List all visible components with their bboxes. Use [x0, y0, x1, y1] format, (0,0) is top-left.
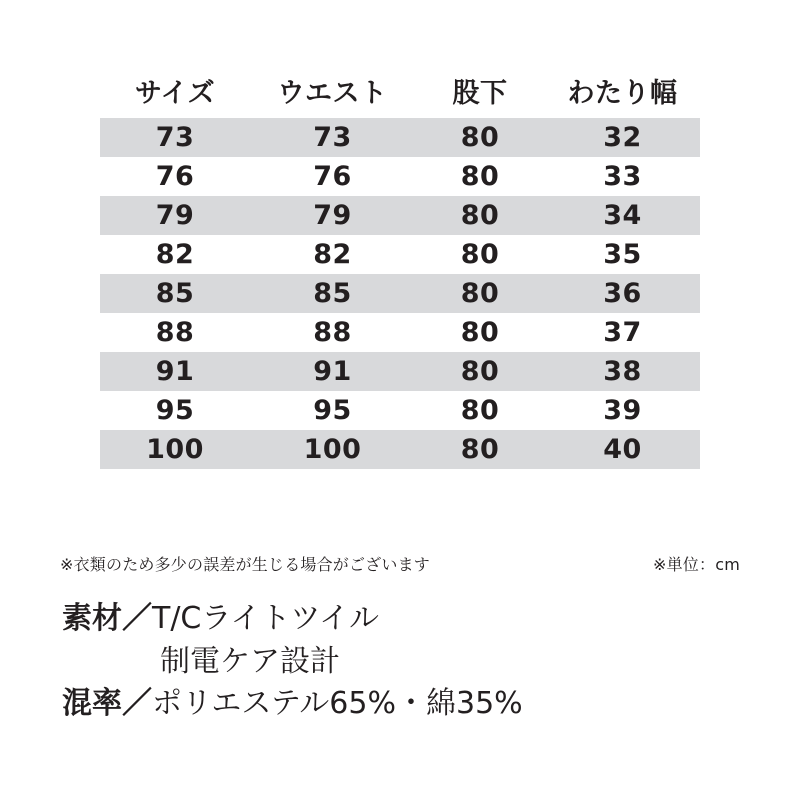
- note-tolerance: ※衣類のため多少の誤差が生じる場合がございます: [60, 555, 431, 574]
- cell-waist: 73: [250, 118, 415, 157]
- column-header-waist: ウエスト: [277, 77, 388, 109]
- material-line-fabric: [62, 598, 762, 641]
- cell-inseam: 80: [415, 196, 545, 235]
- notes-row: [60, 552, 740, 575]
- cell-waist: 88: [250, 313, 415, 352]
- composition-value: ポリエステル65%・綿35%: [152, 686, 523, 722]
- cell-thigh-width: 39: [545, 391, 700, 430]
- cell-size: 91: [100, 352, 250, 391]
- cell-inseam: 80: [415, 157, 545, 196]
- cell-size: 79: [100, 196, 250, 235]
- table-row: [100, 391, 700, 430]
- column-header-thigh-width: わたり幅: [567, 77, 678, 109]
- table-row: [100, 352, 700, 391]
- size-table: [100, 62, 700, 469]
- cell-thigh-width: 35: [545, 235, 700, 274]
- table-row: [100, 430, 700, 469]
- material-block: [62, 598, 762, 726]
- table-row: [100, 235, 700, 274]
- cell-waist: 91: [250, 352, 415, 391]
- cell-waist: 79: [250, 196, 415, 235]
- cell-waist: 85: [250, 274, 415, 313]
- table-header-row: [100, 62, 700, 118]
- cell-size: 100: [100, 430, 250, 469]
- cell-thigh-width: 40: [545, 430, 700, 469]
- cell-waist: 95: [250, 391, 415, 430]
- cell-thigh-width: 32: [545, 118, 700, 157]
- cell-inseam: 80: [415, 274, 545, 313]
- cell-size: 73: [100, 118, 250, 157]
- cell-size: 76: [100, 157, 250, 196]
- cell-waist: 76: [250, 157, 415, 196]
- cell-thigh-width: 36: [545, 274, 700, 313]
- cell-waist: 82: [250, 235, 415, 274]
- table-row: [100, 157, 700, 196]
- composition-label: 混率／: [62, 686, 152, 722]
- table-row: [100, 274, 700, 313]
- column-header-size: サイズ: [134, 77, 216, 109]
- size-table-body: [100, 118, 700, 469]
- cell-thigh-width: 38: [545, 352, 700, 391]
- cell-size: 85: [100, 274, 250, 313]
- material-value: T/Cライトツイル: [152, 601, 379, 636]
- table-row: [100, 196, 700, 235]
- material-line-antistatic: 制電ケア設計: [160, 643, 340, 679]
- table-row: [100, 118, 700, 157]
- cell-thigh-width: 33: [545, 157, 700, 196]
- cell-inseam: 80: [415, 118, 545, 157]
- cell-inseam: 80: [415, 352, 545, 391]
- note-unit: ※単位：cm: [653, 555, 740, 574]
- table-row: [100, 313, 700, 352]
- cell-size: 95: [100, 391, 250, 430]
- cell-inseam: 80: [415, 430, 545, 469]
- cell-size: 82: [100, 235, 250, 274]
- column-header-inseam: 股下: [452, 77, 508, 109]
- material-label: 素材／: [62, 601, 152, 636]
- size-table-head: [100, 62, 700, 118]
- cell-thigh-width: 37: [545, 313, 700, 352]
- cell-size: 88: [100, 313, 250, 352]
- cell-inseam: 80: [415, 391, 545, 430]
- size-table-container: [100, 62, 700, 469]
- material-line-composition: [62, 683, 762, 726]
- cell-thigh-width: 34: [545, 196, 700, 235]
- cell-waist: 100: [250, 430, 415, 469]
- cell-inseam: 80: [415, 235, 545, 274]
- cell-inseam: 80: [415, 313, 545, 352]
